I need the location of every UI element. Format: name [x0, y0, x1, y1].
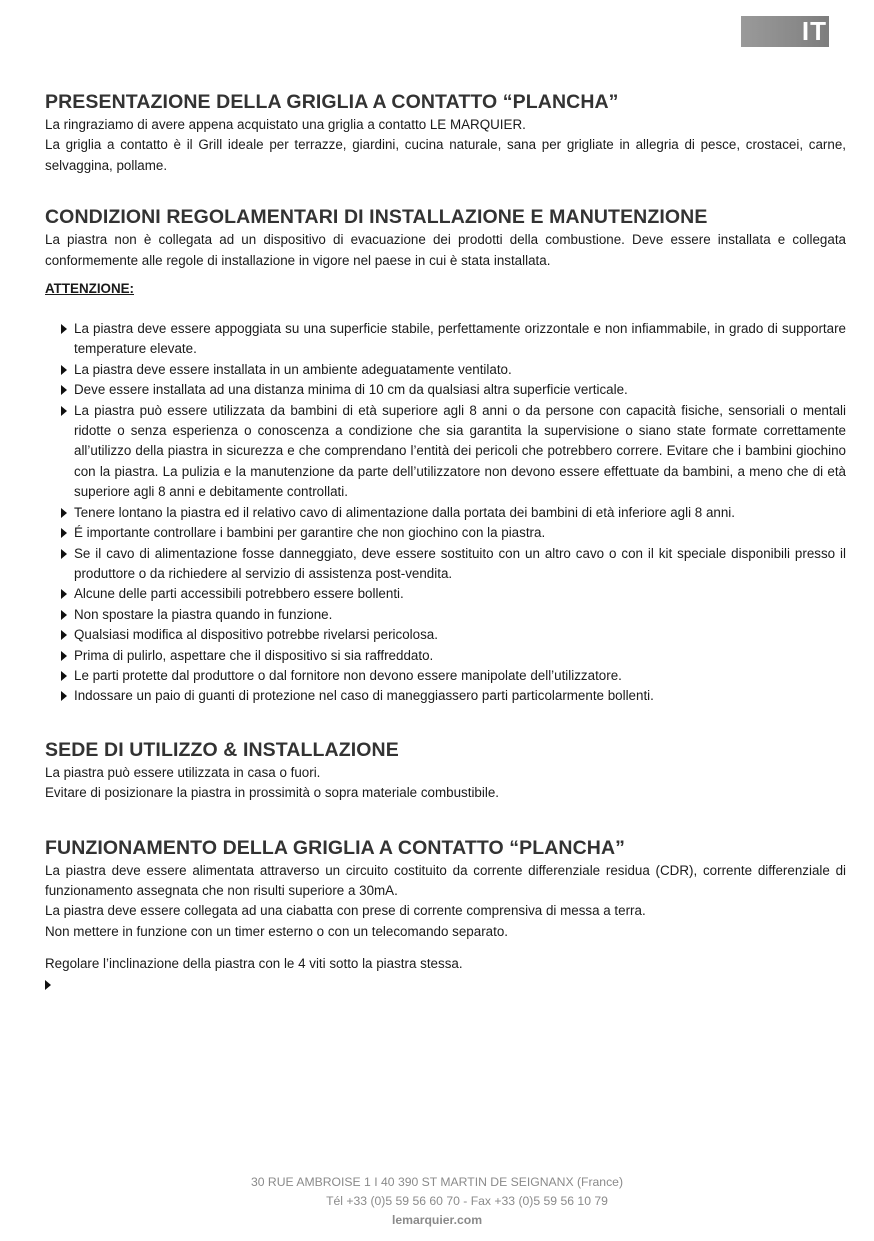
footer-address: 30 RUE AMBROISE 1 I 40 390 ST MARTIN DE SEIGNANX (France) — [250, 1175, 624, 1189]
attention-label: ATTENZIONE: — [45, 281, 135, 297]
section-title: CONDIZIONI REGOLAMENTARI DI INSTALLAZIONE E MANUTENZIONE — [45, 206, 708, 229]
list-item: La piastra deve essere installata in un ambiente adeguatamente ventilato. — [45, 360, 846, 380]
paragraph: La piastra deve essere alimentata attraverso un circuito costituito da corrente differenziale residua (CDR), corrente differenziale di funzionamento assegnata che non risulti superiore a 30mA. — [45, 862, 846, 898]
bullet-arrow-icon — [61, 671, 67, 681]
bullet-arrow-icon — [61, 406, 67, 416]
paragraph: Non mettere in funzione con un timer esterno o con un telecomando separato. — [45, 923, 508, 939]
list-item: Tenere lontano la piastra ed il relativo cavo di alimentazione dalla portata dei bambini di età inferiore agli 8 anni. — [45, 503, 846, 523]
section-installation-conditions — [45, 204, 846, 707]
bullet-arrow-icon — [61, 385, 67, 395]
list-item: Se il cavo di alimentazione fosse danneggiato, deve essere sostituito con un altro cavo o con il kit speciale disponibili presso il produttore o da richiedere al servizio di assistenza post-vendita. — [45, 544, 846, 585]
section-title: SEDE DI UTILIZZO & INSTALLAZIONE — [45, 738, 399, 761]
paragraph: La piastra deve essere collegata ad una ciabatta con prese di corrente comprensiva di messa a terra. — [45, 903, 646, 919]
bullet-arrow-icon — [61, 630, 67, 640]
paragraph: Regolare l’inclinazione della piastra con le 4 viti sotto la piastra stessa. — [45, 956, 463, 972]
bullet-arrow-icon — [61, 549, 67, 559]
list-item: Qualsiasi modifica al dispositivo potrebbe rivelarsi pericolosa. — [45, 625, 846, 645]
footer-phone: Tél +33 (0)5 59 56 60 70 - Fax +33 (0)5 59 56 10 79 — [326, 1194, 608, 1208]
list-item: Le parti protette dal produttore o dal fornitore non devono essere manipolate dell’utilizzatore. — [45, 666, 846, 686]
section-title: PRESENTAZIONE DELLA GRIGLIA A CONTATTO “PLANCHA” — [45, 91, 619, 113]
list-item: Deve essere installata ad una distanza minima di 10 cm da qualsiasi altra superficie verticale. — [45, 380, 846, 400]
paragraph: La piastra può essere utilizzata in casa o fuori. — [45, 764, 321, 780]
list-item: Alcune delle parti accessibili potrebbero essere bollenti. — [45, 584, 846, 604]
bullet-arrow-icon — [61, 528, 67, 538]
paragraph: La ringraziamo di avere appena acquistato una griglia a contatto LE MARQUIER. — [45, 117, 526, 132]
paragraph: La griglia a contatto è il Grill ideale per terrazze, giardini, cucina naturale, sana per grigliate in allegria di pesce, crostacei, carne, selvaggina, pollame. — [45, 137, 846, 173]
section-presentation — [45, 89, 846, 176]
footer — [0, 1173, 874, 1230]
bullet-arrow-icon — [61, 589, 67, 599]
bullet-arrow-icon — [61, 508, 67, 518]
bullet-arrow-icon — [61, 324, 67, 334]
footer-website: lemarquier.com — [391, 1213, 483, 1227]
list-item: La piastra deve essere appoggiata su una superficie stabile, perfettamente orizzontale e non infiammabile, in grado di supportare temperature elevate. — [45, 319, 846, 360]
warning-list — [45, 319, 846, 707]
bullet-arrow-icon — [61, 610, 67, 620]
language-badge: IT — [741, 16, 829, 47]
bullet-arrow-icon — [61, 691, 67, 701]
bullet-arrow-icon — [45, 980, 51, 990]
bullet-arrow-icon — [61, 365, 67, 375]
document-body — [45, 89, 846, 1018]
list-item: La piastra può essere utilizzata da bambini di età superiore agli 8 anni o da persone con capacità fisiche, sensoriali o mentali ridotte o senza esperienza o conoscenza a condizione che sia garantita la supervisione o siano state formate correttamente all’utilizzo della piastra in sicurezza e che comprendano l’entità dei pericoli che potrebbero correre. Evitare che i bambini giochino con la piastra. La pulizia e la manutenzione da parte dell’utilizzatore non devono essere effettuate da bambini, a meno che di età superiore agli 8 anni e debitamente controllati. — [45, 401, 846, 503]
section-location — [45, 737, 846, 804]
bullet-arrow-icon — [61, 651, 67, 661]
section-operation — [45, 835, 846, 990]
list-item: Non spostare la piastra quando in funzione. — [45, 605, 846, 625]
paragraph: Evitare di posizionare la piastra in prossimità o sopra materiale combustibile. — [45, 785, 500, 801]
list-item: Prima di pulirlo, aspettare che il dispositivo si sia raffreddato. — [45, 646, 846, 666]
paragraph: La piastra non è collegata ad un dispositivo di evacuazione dei prodotti della combustione. Deve essere installata e collegata conformemente alle regole di installazione in vigore nel paese in cui è stata installata. — [45, 232, 846, 268]
list-item: É importante controllare i bambini per garantire che non giochino con la piastra. — [45, 523, 846, 543]
list-item: Indossare un paio di guanti di protezione nel caso di maneggiassero parti particolarmente bollenti. — [45, 686, 846, 706]
section-title: FUNZIONAMENTO DELLA GRIGLIA A CONTATTO “PLANCHA” — [45, 836, 626, 859]
